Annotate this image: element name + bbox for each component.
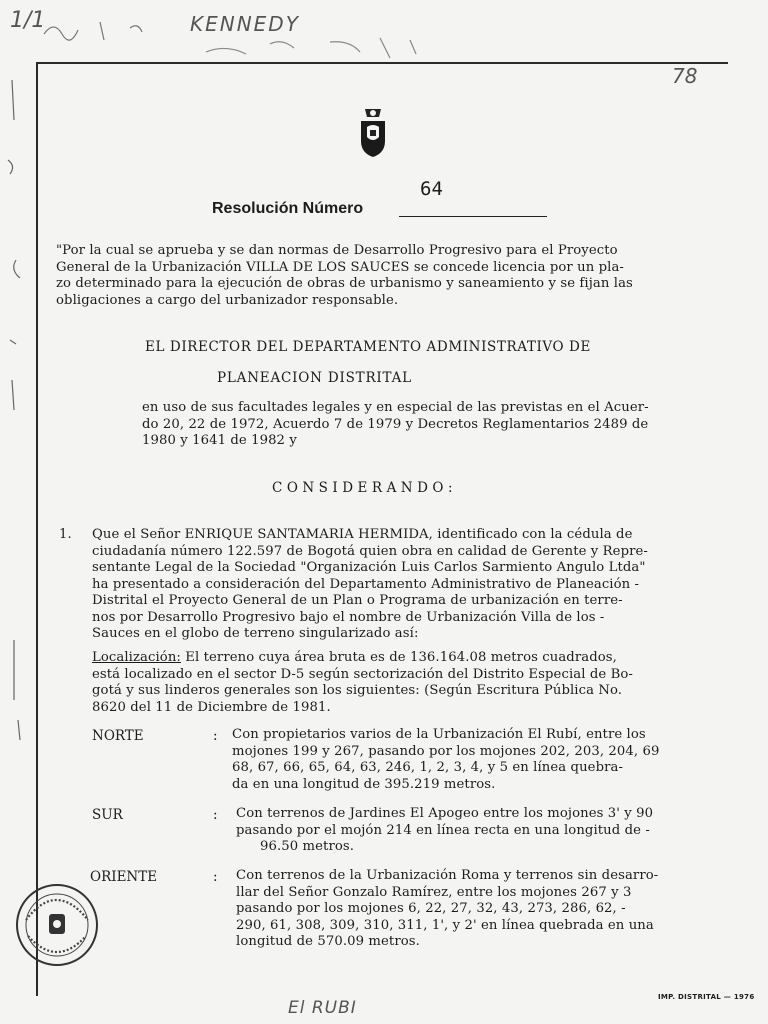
- text-line: pasando por el mojón 214 en línea recta en una longitud de -: [236, 822, 650, 838]
- text-line: 96.50 metros.: [260, 839, 355, 854]
- director-line-1: EL DIRECTOR DEL DEPARTAMENTO ADMINISTRATIVO DE: [145, 339, 591, 355]
- margin-marks: [2, 80, 36, 840]
- title-underline: [399, 216, 547, 217]
- text-line: llar del Señor Gonzalo Ramírez, entre los mojones 267 y 3: [236, 884, 632, 900]
- boundary-text-oriente: [236, 868, 658, 951]
- boundary-colon: :: [213, 728, 218, 744]
- intro-paragraph: [56, 243, 633, 309]
- text-line: da en una longitud de 395.219 metros.: [232, 776, 496, 792]
- text-line: Distrital el Proyecto General de un Plan o Programa de urbanización en terre-: [92, 593, 623, 608]
- text-line: 290, 61, 308, 309, 310, 311, 1', y 2' en línea quebrada en una: [236, 917, 654, 933]
- boundary-colon: :: [213, 869, 218, 885]
- boundary-text-norte: [232, 727, 659, 793]
- text-line: 1980 y 1641 de 1982 y: [142, 433, 297, 448]
- printer-mark: IMP. DISTRITAL — 1976: [658, 993, 755, 1001]
- text-line: General de la Urbanización VILLA DE LOS SAUCES se concede licencia por un pla-: [56, 259, 624, 275]
- text-line: pasando por los mojones 6, 22, 27, 32, 43, 273, 286, 62, -: [236, 901, 626, 916]
- boundary-label-norte: NORTE: [92, 728, 144, 744]
- localizacion-paragraph: [92, 650, 633, 716]
- text-line: ciudadanía número 122.597 de Bogotá quien obra en calidad de Gerente y Repre-: [92, 543, 648, 559]
- pencil-underscribble: [200, 32, 450, 72]
- text-line: mojones 199 y 267, pasando por los mojones 202, 203, 204, 69: [232, 743, 660, 759]
- text-line: Sauces en el globo de terreno singularizado así:: [92, 626, 419, 641]
- text-line: "Por la cual se aprueba y se dan normas de Desarrollo Progresivo para el Proyecto: [56, 243, 618, 258]
- text-line: gotá y sus linderos generales son los siguientes: (Según Escritura Pública No.: [92, 683, 623, 698]
- text-line: longitud de 570.09 metros.: [236, 934, 420, 949]
- resolution-title: [212, 178, 542, 222]
- text-line: Con terrenos de la Urbanización Roma y terrenos sin desarro-: [236, 868, 659, 883]
- text-line: zo determinado para la ejecución de obras de urbanismo y saneamiento y se fijan las: [56, 276, 633, 291]
- text-line: do 20, 22 de 1972, Acuerdo 7 de 1979 y Decretos Reglamentarios 2489 de: [142, 416, 649, 432]
- text-line: en uso de sus facultades legales y en especial de las previstas en el Acuer-: [142, 400, 649, 415]
- text-line: ha presentado a consideración del Departamento Administrativo de Planeación -: [92, 576, 640, 592]
- item-number: 1.: [59, 527, 72, 542]
- text-line: 68, 67, 66, 65, 64, 63, 246, 1, 2, 3, 4, y 5 en línea quebra-: [232, 760, 624, 775]
- considerando-heading: C O N S I D E R A N D O :: [272, 480, 453, 496]
- boundary-text-sur: [236, 806, 653, 856]
- boundary-colon: :: [213, 807, 218, 823]
- text-line: está localizado en el sector D-5 según sectorización del Distrito Especial de Bo-: [92, 666, 633, 682]
- corner-mark: 78: [672, 64, 698, 88]
- text-line: nos por Desarrollo Progresivo bajo el nombre de Urbanización Villa de los -: [92, 609, 605, 625]
- title-label: Resolución Número: [212, 200, 364, 217]
- bottom-handwriting: El RUBI: [288, 998, 357, 1018]
- localizacion-label: Localización:: [92, 650, 181, 665]
- boundary-label-sur: SUR: [92, 807, 123, 823]
- text-line: [92, 650, 633, 667]
- top-left-scribble: 1/1: [10, 8, 46, 33]
- text-line: Con propietarios varios de la Urbanización El Rubí, entre los: [232, 727, 646, 742]
- official-seal-stamp: [12, 880, 102, 970]
- text-line: Que el Señor ENRIQUE SANTAMARIA HERMIDA, identificado con la cédula de: [92, 527, 633, 542]
- text-line: obligaciones a cargo del urbanizador responsable.: [56, 292, 399, 308]
- boundary-label-oriente: ORIENTE: [90, 869, 158, 885]
- director-line-2: PLANEACION DISTRITAL: [217, 370, 412, 386]
- item1-paragraph: [92, 527, 648, 643]
- text-line: 8620 del 11 de Diciembre de 1981.: [92, 699, 331, 715]
- pencil-scribble: [40, 14, 180, 54]
- top-name-annotation: KENNEDY: [190, 12, 300, 36]
- text-span: El terreno cuya área bruta es de 136.164.08 metros cuadrados,: [180, 650, 617, 665]
- text-line: sentante Legal de la Sociedad "Organización Luis Carlos Sarmiento Angulo Ltda": [92, 560, 646, 575]
- text-line: Con terrenos de Jardines El Apogeo entre los mojones 3' y 90: [236, 806, 654, 821]
- coat-of-arms-icon: [357, 107, 389, 161]
- resolution-number: 64: [420, 178, 443, 200]
- powers-paragraph: [142, 400, 649, 450]
